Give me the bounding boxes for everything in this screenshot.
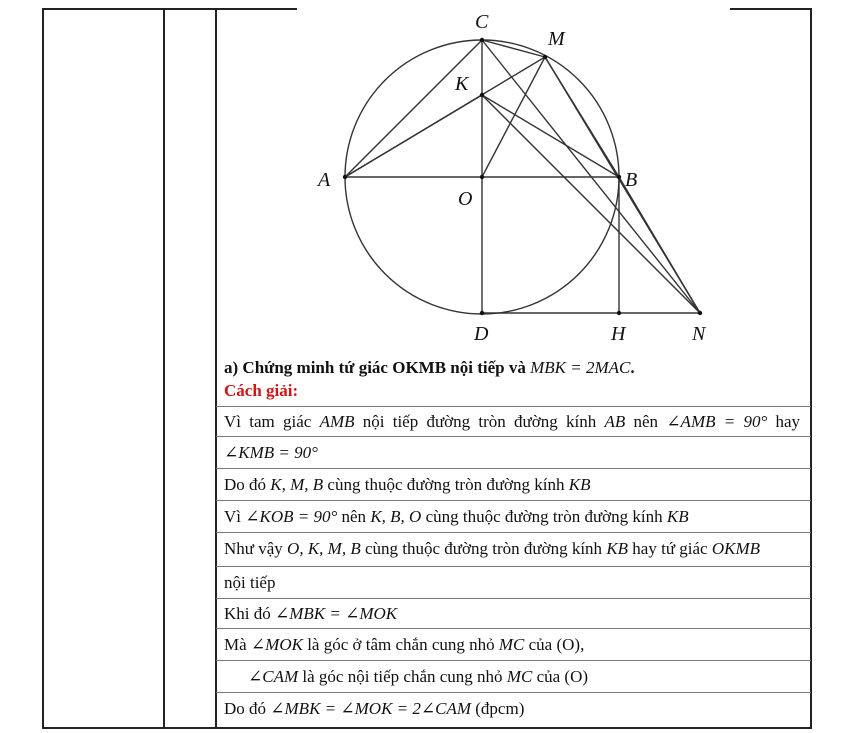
line-1-text-c: nội tiếp đường tròn đường kính [362,412,597,431]
point-n [698,311,702,315]
line-8-text-e: của (O), [528,635,585,654]
line-10-text-a: Do đó [224,699,267,718]
line-9-math-angle: ∠CAM [248,667,299,686]
line-4-math-angle: ∠KOB = 90° [245,507,338,526]
line-1-math-amb: AMB [319,412,355,431]
row-divider [216,500,811,501]
part-a-expression: MBK = 2MAC [530,358,631,377]
row-divider [216,436,811,437]
label-c: C [475,11,489,33]
label-b: B [625,169,638,191]
point-b [617,175,621,179]
label-n: N [692,323,706,345]
line-1-math-angle: ∠AMB = 90° [666,412,768,431]
line-5-math-points: O, K, M, B [287,539,361,558]
line-5-math-okmb: OKMB [711,539,761,558]
line-4-math-points: K, B, O [370,507,422,526]
line-7 [224,604,397,624]
line-4-math-kb: KB [666,507,689,526]
line-3-math-kb: KB [568,475,591,494]
label-h: H [611,323,626,345]
segment-kb [482,95,619,177]
line-6 [224,573,275,593]
label-k: K [455,73,469,95]
line-9-math-mc: MC [506,667,533,686]
line-9 [248,667,588,687]
table-border-bottom [42,727,812,729]
row-divider [216,660,811,661]
label-d: D [474,323,489,345]
label-m: M [548,28,565,50]
line-2-math-angle: ∠KMB = 90° [224,443,318,462]
line-4-text-a: Vì [224,507,241,526]
line-8-math-mc: MC [498,635,525,654]
line-6-text-a: nội tiếp [224,573,276,592]
point-a [343,175,347,179]
line-5-text-a: Như vậy [224,539,283,558]
solution-label: Cách giải: [224,381,299,400]
point-c [480,38,484,42]
line-3-text-a: Do đó [224,475,267,494]
line-8 [224,635,584,655]
line-1-text-g: hay [775,412,801,431]
point-d [480,311,484,315]
line-3 [224,475,591,495]
row-divider [216,532,811,533]
point-o [480,175,484,179]
line-4-text-c: nên [341,507,367,526]
line-9-text-c: là góc nội tiếp chắn cung nhỏ [302,667,503,686]
point-m [543,55,547,59]
point-h [617,311,621,315]
row-divider [216,598,811,599]
part-a-prefix: a) Chứng minh tứ giác OKMB nội tiếp và [224,358,526,377]
line-10-math-angle: ∠MBK = ∠MOK = 2∠CAM [270,699,472,718]
line-5-math-kb: KB [606,539,629,558]
part-a-heading [224,358,635,378]
segment-cm [482,40,545,57]
line-1-math-ab: AB [604,412,626,431]
row-divider [216,628,811,629]
row-divider [216,692,811,693]
line-8-text-c: là góc ở tâm chắn cung nhỏ [307,635,495,654]
geometry-figure [0,0,853,360]
line-7-math-angle: ∠MBK = ∠MOK [275,604,398,623]
line-10-text-c: (đpcm) [475,699,525,718]
line-1 [224,412,800,432]
row-divider [216,566,811,567]
segment-kn [482,95,700,313]
line-8-text-a: Mà [224,635,247,654]
row-divider [216,468,811,469]
segment-ac [345,40,482,177]
line-5-text-e: hay tứ giác [632,539,708,558]
point-k [480,93,484,97]
segment-am [345,57,545,177]
line-3-math-points: K, M, B [270,475,324,494]
label-a: A [318,169,331,191]
line-5 [224,539,760,559]
line-4 [224,507,689,527]
line-7-text-a: Khi đó [224,604,271,623]
line-1-text-a: Vì tam giác [224,412,312,431]
line-2 [224,443,318,463]
line-9-text-e: của (O) [536,667,589,686]
line-10 [224,699,524,719]
line-8-math-angle: ∠MOK [250,635,303,654]
line-4-text-e: cùng thuộc đường tròn đường kính [425,507,663,526]
line-5-text-c: cùng thuộc đường tròn đường kính [364,539,603,558]
line-3-text-c: cùng thuộc đường tròn đường kính [327,475,565,494]
line-1-text-e: nên [633,412,659,431]
segment-om [482,57,545,177]
part-a-suffix: . [630,358,635,377]
label-o: O [458,188,473,210]
row-divider [216,406,811,407]
